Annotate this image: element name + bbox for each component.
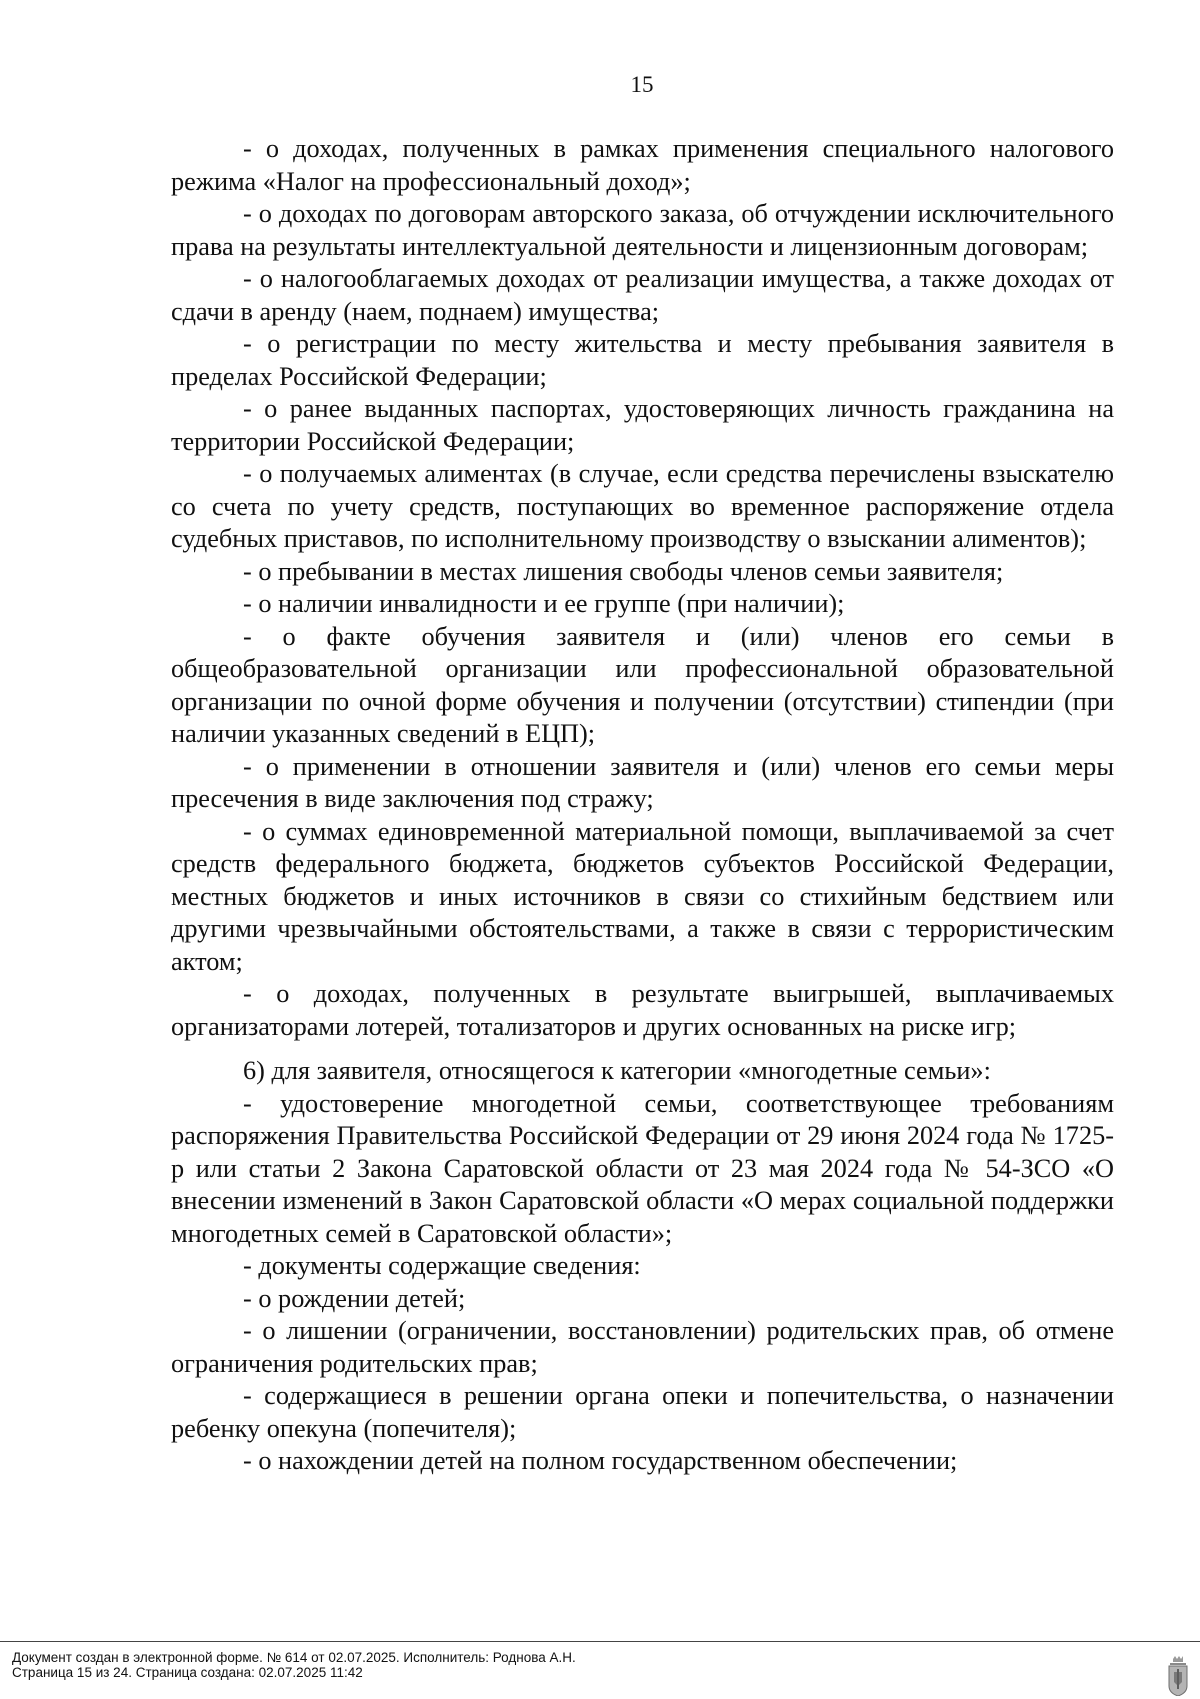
document-footer — [0, 1641, 1200, 1699]
paragraph: - о доходах, полученных в результате выигрышей, выплачиваемых организаторами лотерей, тотализаторов и других основанных на риске игр; — [171, 979, 1114, 1041]
paragraph: - о регистрации по месту жительства и месту пребывания заявителя в пределах Российской Федерации; — [171, 329, 1114, 391]
paragraph: - удостоверение многодетной семьи, соответствующее требованиям распоряжения Правительства Российской Федерации от 29 июня 2024 года № 1725-р или статьи 2 Закона Саратовской области от 23 мая 2024 года № 54-ЗСО «О внесении изменений в Закон Саратовской области «О мерах социальной поддержки многодетных семей в Саратовской области»; — [171, 1088, 1114, 1248]
paragraph: - о налогооблагаемых доходах от реализации имущества, а также доходах от сдачи в аренду (наем, поднаем) имущества; — [171, 264, 1114, 326]
page-number: 15 — [630, 72, 654, 97]
paragraph: - о лишении (ограничении, восстановлении) родительских прав, об отмене ограничения родительских прав; — [171, 1316, 1114, 1378]
footer-line-page: Страница 15 из 24. Страница создана: 02.07.2025 11:42 — [12, 1665, 363, 1680]
paragraph: - о получаемых алиментах (в случае, если средства перечислены взыскателю со счета по учету средств, поступающих во временное распоряжение отдела судебных приставов, по исполнительному производству о взыскании алиментов); — [171, 459, 1114, 553]
paragraph: - о доходах по договорам авторского заказа, об отчуждении исключительного права на результаты интеллектуальной деятельности и лицензионным договорам; — [171, 199, 1114, 261]
footer-text — [12, 1650, 576, 1680]
paragraph: - о факте обучения заявителя и (или) членов его семьи в общеобразовательной организации или профессиональной образовательной организации по очной форме обучения и получении (отсутствии) стипендии (при наличии указанных сведений в ЕЦП); — [171, 621, 1114, 748]
paragraph: - о пребывании в местах лишения свободы членов семьи заявителя; — [243, 556, 1004, 586]
paragraph: - о нахождении детей на полном государственном обеспечении; — [243, 1446, 958, 1475]
paragraph: - о доходах, полученных в рамках применения специального налогового режима «Налог на профессиональный доход»; — [171, 134, 1114, 196]
paragraph: - о наличии инвалидности и ее группе (при наличии); — [243, 589, 845, 618]
section-heading: 6) для заявителя, относящегося к категории «многодетные семьи»: — [243, 1056, 991, 1085]
paragraph: - о рождении детей; — [243, 1283, 466, 1313]
paragraph: - содержащиеся в решении органа опеки и попечительства, о назначении ребенку опекуна (попечителя); — [171, 1381, 1114, 1443]
paragraph: - о суммах единовременной материальной помощи, выплачиваемой за счет средств федерального бюджета, бюджетов субъектов Российской Федерации, местных бюджетов и иных источников в связи со стихийным бедствием или другими чрезвычайными обстоятельствами, а также в связи с террористическим актом; — [171, 816, 1114, 976]
coat-of-arms-icon — [1166, 1656, 1190, 1696]
paragraph: - о применении в отношении заявителя и (или) членов его семьи меры пресечения в виде заключения под стражу; — [171, 751, 1114, 813]
paragraph: - о ранее выданных паспортах, удостоверяющих личность гражданина на территории Российской Федерации; — [171, 394, 1114, 456]
paragraph: - документы содержащие сведения: — [243, 1251, 641, 1280]
footer-line-document: Документ создан в электронной форме. № 614 от 02.07.2025. Исполнитель: Роднова А.Н. — [12, 1650, 576, 1665]
document-body — [171, 133, 1114, 1478]
